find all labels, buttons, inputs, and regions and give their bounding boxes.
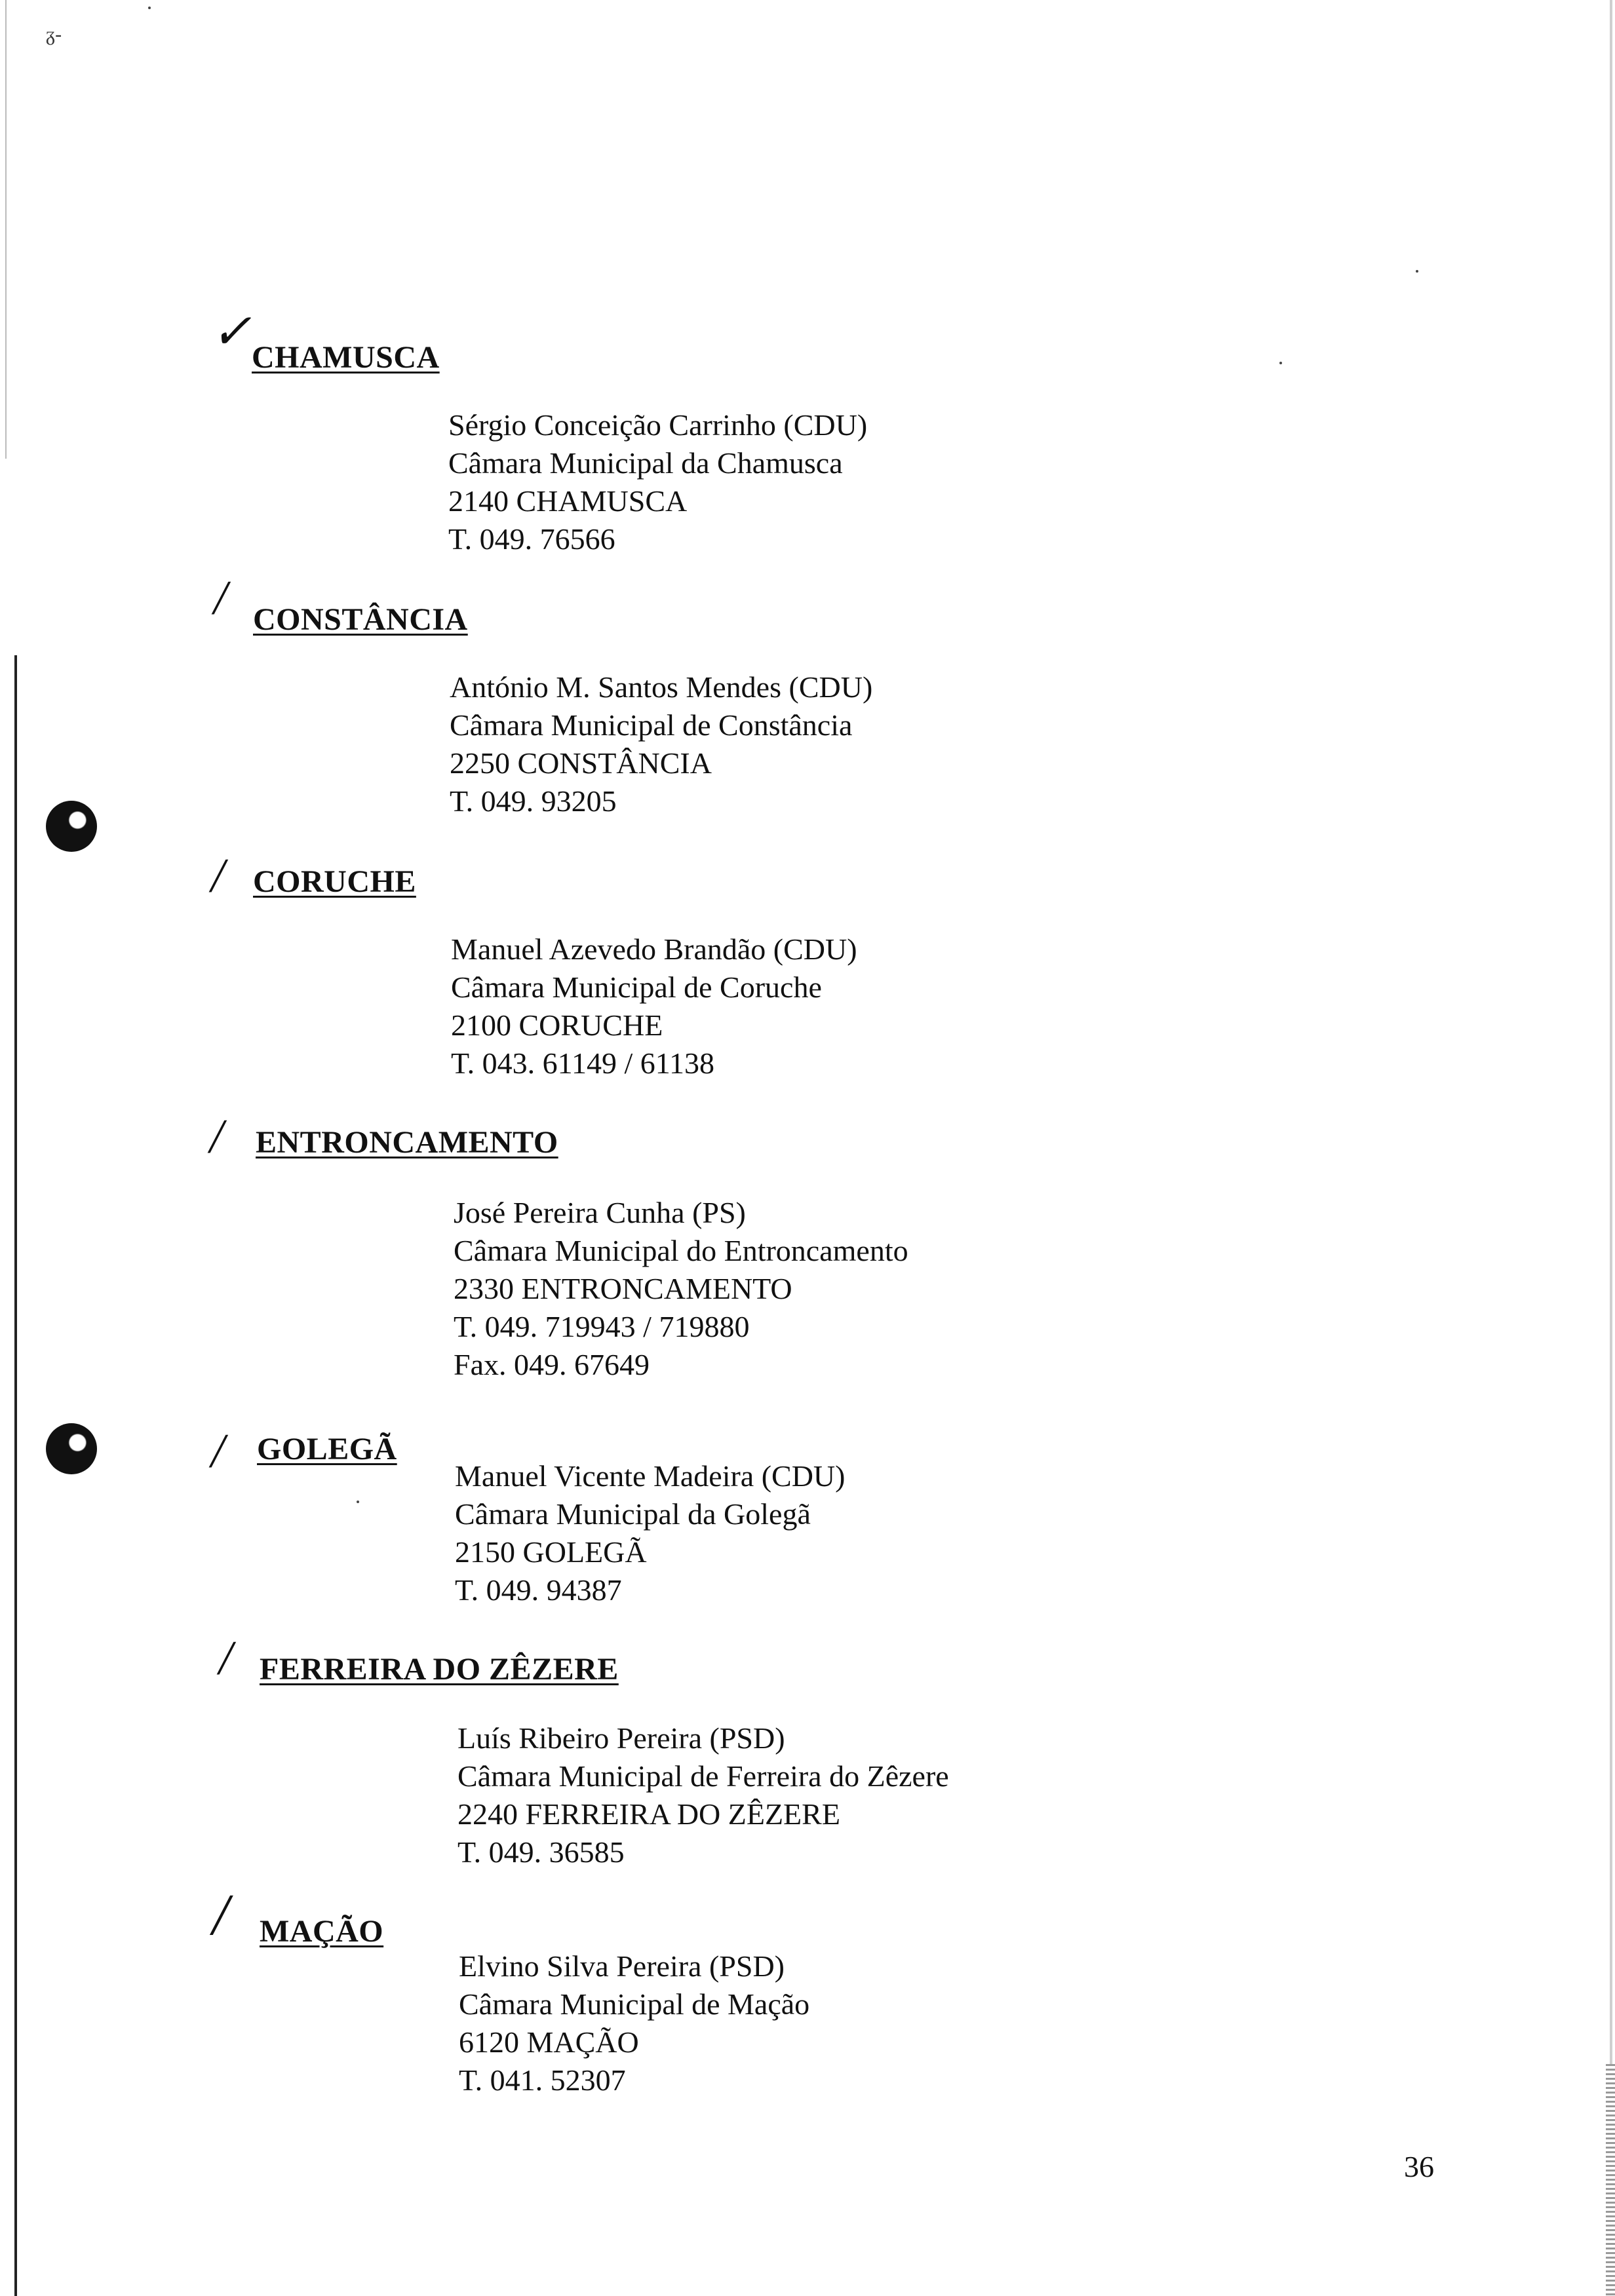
phone: T. 049. 94387 <box>455 1573 622 1607</box>
tick-mark-icon: / <box>214 571 227 625</box>
tick-mark-icon: / <box>212 1883 229 1947</box>
municipality-heading: CONSTÂNCIA <box>253 602 468 637</box>
council-name: Câmara Municipal de Constância <box>450 708 853 742</box>
mayor-name: António M. Santos Mendes (CDU) <box>450 670 873 704</box>
phone: T. 049. 36585 <box>457 1835 625 1869</box>
scan-speck <box>357 1501 359 1503</box>
page-number: 36 <box>1404 2150 1434 2183</box>
contact-details <box>454 1194 908 1384</box>
contact-details <box>457 1719 949 1871</box>
council-name: Câmara Municipal de Coruche <box>451 970 822 1004</box>
scan-speck <box>148 7 151 9</box>
contact-details <box>455 1457 845 1609</box>
punch-hole-bottom <box>46 1423 97 1474</box>
postal-address: 2140 CHAMUSCA <box>448 484 688 518</box>
phone: T. 041. 52307 <box>459 2063 626 2097</box>
fax: Fax. 049. 67649 <box>454 1348 650 1381</box>
postal-address: 2240 FERREIRA DO ZÊZERE <box>457 1797 840 1831</box>
contact-details <box>451 930 857 1082</box>
council-name: Câmara Municipal de Ferreira do Zêzere <box>457 1759 949 1793</box>
mayor-name: José Pereira Cunha (PS) <box>454 1196 746 1229</box>
scan-edge-left-top <box>5 0 7 459</box>
postal-address: 2150 GOLEGÃ <box>455 1535 647 1569</box>
scan-speck <box>1279 362 1282 364</box>
contact-details <box>450 668 872 820</box>
mayor-name: Sérgio Conceição Carrinho (CDU) <box>448 408 868 442</box>
mayor-name: Manuel Vicente Madeira (CDU) <box>455 1459 846 1493</box>
mayor-name: Luís Ribeiro Pereira (PSD) <box>457 1721 785 1755</box>
postal-address: 2250 CONSTÂNCIA <box>450 746 712 780</box>
tick-mark-icon: / <box>210 1110 224 1164</box>
council-name: Câmara Municipal do Entroncamento <box>454 1234 908 1267</box>
phone: T. 049. 76566 <box>448 522 615 556</box>
municipality-heading: CORUCHE <box>253 864 416 899</box>
tick-mark-icon: / <box>211 1425 225 1478</box>
phone: T. 043. 61149 / 61138 <box>451 1046 715 1080</box>
scan-edge-right <box>1610 0 1612 2296</box>
municipality-heading: FERREIRA DO ZÊZERE <box>260 1652 619 1687</box>
mayor-name: Elvino Silva Pereira (PSD) <box>459 1949 785 1983</box>
scan-edge-left <box>14 655 17 2296</box>
municipality-heading: MAÇÃO <box>260 1914 384 1949</box>
council-name: Câmara Municipal da Chamusca <box>448 446 843 480</box>
municipality-heading: GOLEGÃ <box>257 1432 397 1466</box>
check-mark-icon: ✓ <box>211 305 252 359</box>
council-name: Câmara Municipal da Golegã <box>455 1497 811 1531</box>
postal-address: 6120 MAÇÃO <box>459 2025 639 2059</box>
phone: T. 049. 93205 <box>450 784 617 818</box>
punch-hole-top <box>46 801 97 852</box>
postal-address: 2100 CORUCHE <box>451 1008 663 1042</box>
contact-details <box>459 1947 809 2099</box>
tick-mark-icon: / <box>211 849 225 903</box>
municipality-heading: ENTRONCAMENTO <box>256 1125 558 1160</box>
scan-speck <box>1416 270 1418 273</box>
scan-edge-right-bottom <box>1606 2064 1615 2296</box>
contact-details <box>448 406 867 558</box>
council-name: Câmara Municipal de Mação <box>459 1987 810 2021</box>
phone: T. 049. 719943 / 719880 <box>454 1310 750 1343</box>
municipality-heading: CHAMUSCA <box>252 340 440 375</box>
tick-mark-icon: / <box>219 1632 233 1685</box>
postal-address: 2330 ENTRONCAMENTO <box>454 1272 792 1305</box>
mayor-name: Manuel Azevedo Brandão (CDU) <box>451 932 857 966</box>
corner-mark: ᵹ- <box>46 24 62 45</box>
